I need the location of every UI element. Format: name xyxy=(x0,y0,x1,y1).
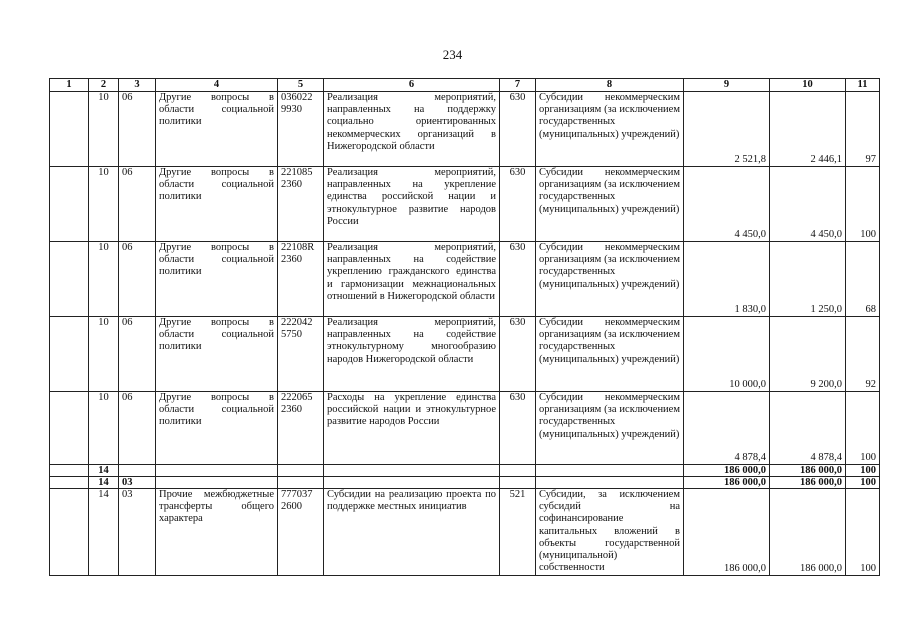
column-header: 10 xyxy=(770,79,846,92)
budget-table xyxy=(49,78,880,576)
cell-purpose: Реализация мероприятий, направленных на содействие укреплению гражданского единства и гармонизации межнациональных отношений в Нижегородской области xyxy=(324,242,500,317)
cell-empty xyxy=(500,465,536,477)
cell-empty xyxy=(278,465,324,477)
cell-expense-type: 630 xyxy=(500,242,536,317)
cell-planned: 186 000,0 xyxy=(684,489,770,576)
cell-empty xyxy=(324,477,500,489)
cell-empty xyxy=(536,477,684,489)
cell-section-name: Другие вопросы в области социальной политики xyxy=(156,392,278,465)
cell-subsection: 06 xyxy=(119,242,156,317)
cell-subsection xyxy=(119,465,156,477)
cell-expense-name: Субсидии некоммерческим организациям (за исключением государственных (муниципальных) учреждений) xyxy=(536,317,684,392)
cell-section: 10 xyxy=(89,92,119,167)
table-row xyxy=(50,392,880,465)
cell-target-code: 221085 2360 xyxy=(278,167,324,242)
cell-percent: 92 xyxy=(846,317,880,392)
cell-purpose: Расходы на укрепление единства российской нации и этнокультурное развитие народов России xyxy=(324,392,500,465)
cell-empty xyxy=(536,465,684,477)
cell-number xyxy=(50,317,89,392)
cell-percent: 100 xyxy=(846,477,880,489)
cell-actual: 186 000,0 xyxy=(770,489,846,576)
cell-section: 14 xyxy=(89,477,119,489)
cell-empty xyxy=(500,477,536,489)
cell-section-name: Прочие межбюджетные трансферты общего характера xyxy=(156,489,278,576)
column-header: 4 xyxy=(156,79,278,92)
cell-expense-type: 630 xyxy=(500,392,536,465)
cell-percent: 100 xyxy=(846,167,880,242)
cell-planned: 2 521,8 xyxy=(684,92,770,167)
cell-expense-type: 630 xyxy=(500,92,536,167)
column-header: 11 xyxy=(846,79,880,92)
cell-purpose: Реализация мероприятий, направленных на укрепление единства российской нации и этнокультурное развитие народов России xyxy=(324,167,500,242)
cell-section: 10 xyxy=(89,242,119,317)
cell-empty xyxy=(278,477,324,489)
cell-expense-type: 521 xyxy=(500,489,536,576)
cell-percent: 100 xyxy=(846,489,880,576)
cell-expense-name: Субсидии, за исключением субсидий на софинансирование капитальных вложений в объекты государственной (муниципальной) собственности xyxy=(536,489,684,576)
cell-purpose: Субсидии на реализацию проекта по поддержке местных инициатив xyxy=(324,489,500,576)
cell-number xyxy=(50,92,89,167)
cell-percent: 100 xyxy=(846,392,880,465)
cell-subsection: 03 xyxy=(119,477,156,489)
cell-empty xyxy=(50,465,89,477)
cell-section-name: Другие вопросы в области социальной политики xyxy=(156,317,278,392)
cell-section: 14 xyxy=(89,489,119,576)
cell-number xyxy=(50,167,89,242)
cell-section: 14 xyxy=(89,465,119,477)
column-header: 3 xyxy=(119,79,156,92)
cell-section: 10 xyxy=(89,167,119,242)
cell-subsection: 06 xyxy=(119,317,156,392)
table-row xyxy=(50,92,880,167)
column-header: 9 xyxy=(684,79,770,92)
cell-number xyxy=(50,242,89,317)
cell-actual: 4 878,4 xyxy=(770,392,846,465)
cell-subsection: 06 xyxy=(119,392,156,465)
column-header: 8 xyxy=(536,79,684,92)
cell-section-name: Другие вопросы в области социальной политики xyxy=(156,167,278,242)
page-number: 234 xyxy=(442,47,463,62)
cell-empty xyxy=(156,465,278,477)
column-header: 7 xyxy=(500,79,536,92)
cell-percent: 100 xyxy=(846,465,880,477)
cell-expense-type: 630 xyxy=(500,167,536,242)
cell-section-name: Другие вопросы в области социальной политики xyxy=(156,92,278,167)
cell-target-code: 222042 5750 xyxy=(278,317,324,392)
cell-subsection: 06 xyxy=(119,92,156,167)
cell-actual: 2 446,1 xyxy=(770,92,846,167)
cell-expense-name: Субсидии некоммерческим организациям (за исключением государственных (муниципальных) учреждений) xyxy=(536,392,684,465)
column-header: 6 xyxy=(324,79,500,92)
cell-planned: 186 000,0 xyxy=(684,465,770,477)
cell-target-code: 222065 2360 xyxy=(278,392,324,465)
cell-actual: 186 000,0 xyxy=(770,477,846,489)
header-row xyxy=(50,79,880,92)
cell-expense-name: Субсидии некоммерческим организациям (за исключением государственных (муниципальных) учреждений) xyxy=(536,242,684,317)
cell-subsection: 06 xyxy=(119,167,156,242)
cell-number xyxy=(50,392,89,465)
cell-target-code: 777037 2600 xyxy=(278,489,324,576)
cell-purpose: Реализация мероприятий, направленных на поддержку социально ориентированных некоммерческих организаций в Нижегородской области xyxy=(324,92,500,167)
cell-target-code: 22108R 2360 xyxy=(278,242,324,317)
cell-actual: 186 000,0 xyxy=(770,465,846,477)
cell-actual: 9 200,0 xyxy=(770,317,846,392)
column-header: 5 xyxy=(278,79,324,92)
cell-empty xyxy=(156,477,278,489)
table-row xyxy=(50,242,880,317)
cell-number xyxy=(50,489,89,576)
cell-actual: 1 250,0 xyxy=(770,242,846,317)
table-row xyxy=(50,167,880,242)
cell-purpose: Реализация мероприятий, направленных на содействие этнокультурному многообразию народов Нижегородской области xyxy=(324,317,500,392)
cell-empty xyxy=(324,465,500,477)
cell-expense-name: Субсидии некоммерческим организациям (за исключением государственных (муниципальных) учреждений) xyxy=(536,92,684,167)
cell-section-name: Другие вопросы в области социальной политики xyxy=(156,242,278,317)
cell-target-code: 036022 9930 xyxy=(278,92,324,167)
cell-planned: 10 000,0 xyxy=(684,317,770,392)
cell-subsection: 03 xyxy=(119,489,156,576)
cell-expense-name: Субсидии некоммерческим организациям (за исключением государственных (муниципальных) учреждений) xyxy=(536,167,684,242)
cell-actual: 4 450,0 xyxy=(770,167,846,242)
cell-section: 10 xyxy=(89,317,119,392)
cell-percent: 68 xyxy=(846,242,880,317)
subtotal-row xyxy=(50,465,880,477)
cell-planned: 1 830,0 xyxy=(684,242,770,317)
cell-percent: 97 xyxy=(846,92,880,167)
subtotal-row xyxy=(50,477,880,489)
cell-planned: 4 450,0 xyxy=(684,167,770,242)
column-header: 2 xyxy=(89,79,119,92)
table-row xyxy=(50,489,880,576)
cell-planned: 186 000,0 xyxy=(684,477,770,489)
cell-section: 10 xyxy=(89,392,119,465)
cell-planned: 4 878,4 xyxy=(684,392,770,465)
cell-expense-type: 630 xyxy=(500,317,536,392)
table-row xyxy=(50,317,880,392)
column-header: 1 xyxy=(50,79,89,92)
cell-empty xyxy=(50,477,89,489)
